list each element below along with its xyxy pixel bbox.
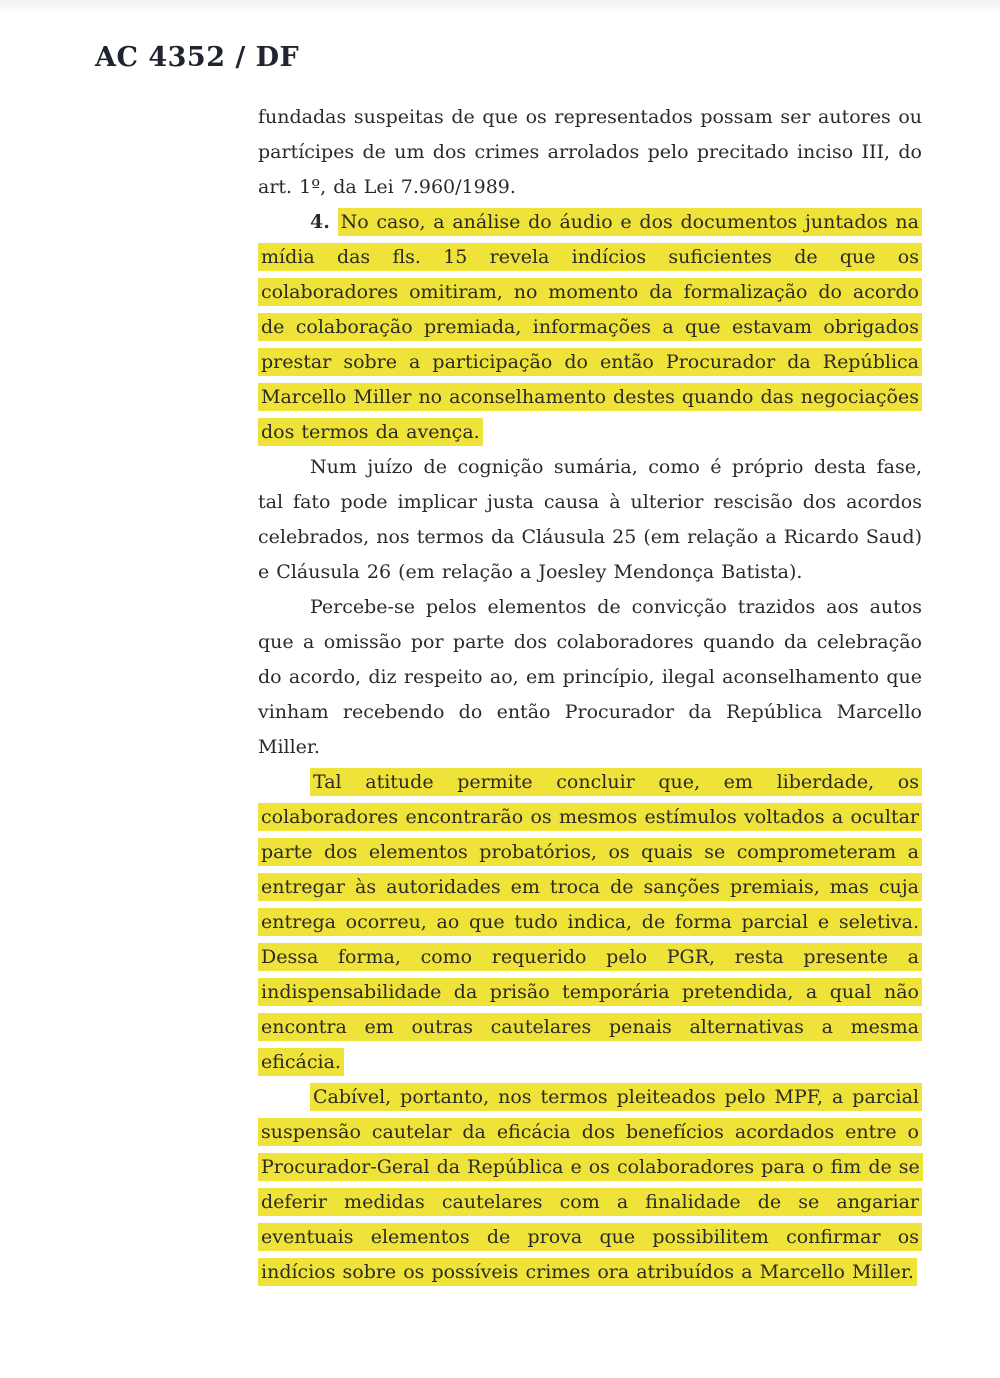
paragraph-4 [258, 590, 922, 765]
paragraph-1 [258, 100, 922, 205]
paragraph-2-highlighted [258, 205, 922, 450]
paragraph-1-text: fundadas suspeitas de que os representados possam ser autores ou partícipes de um dos crimes arrolados pelo precitado inciso III, do art. 1º, da Lei 7.960/1989. [258, 106, 922, 198]
highlight-span-1: No caso, a análise do áudio e dos documentos juntados na mídia das fls. 15 revela indícios suficientes de que os colaboradores omitiram, no momento da formalização do acordo de colaboração premiada, informações a que estavam obrigados prestar sobre a participação do então Procurador da República Marcello Miller no aconselhamento destes quando das negociações dos termos da avença. [258, 208, 922, 446]
paragraph-6-highlighted [258, 1080, 922, 1290]
paragraph-3-text: Num juízo de cognição sumária, como é próprio desta fase, tal fato pode implicar justa causa à ulterior rescisão dos acordos celebrados, nos termos da Cláusula 25 (em relação a Ricardo Saud) e Cláusula 26 (em relação a Joesley Mendonça Batista). [258, 456, 922, 583]
highlight-span-3: Cabível, portanto, nos termos pleiteados pelo MPF, a parcial suspensão cautelar da eficácia dos benefícios acordados entre o Procurador-Geral da República e os colaboradores para o fim de se deferir medidas cautelares com a finalidade de se angariar eventuais elementos de prova que possibilitem confirmar os indícios sobre os possíveis crimes ora atribuídos a Marcello Miller. [258, 1083, 923, 1286]
paragraph-3 [258, 450, 922, 590]
paragraph-4-text: Percebe-se pelos elementos de convicção trazidos aos autos que a omissão por parte dos colaboradores quando da celebração do acordo, diz respeito ao, em princípio, ilegal aconselhamento que vinham recebendo do então Procurador da República Marcello Miller. [258, 596, 922, 758]
highlight-span-2: Tal atitude permite concluir que, em liberdade, os colaboradores encontrarão os mesmos estímulos voltados a ocultar parte dos elementos probatórios, os quais se comprometeram a entregar às autoridades em troca de sanções premiais, mas cuja entrega ocorreu, ao que tudo indica, de forma parcial e seletiva. Dessa forma, como requerido pelo PGR, resta presente a indispensabilidade da prisão temporária pretendida, a qual não encontra em outras cautelares penais alternativas a mesma eficácia. [258, 768, 922, 1076]
paragraph-5-highlighted [258, 765, 922, 1080]
paragraph-number: 4. [310, 211, 330, 233]
document-body [258, 100, 922, 1290]
case-number-header: AC 4352 / DF [95, 42, 300, 73]
